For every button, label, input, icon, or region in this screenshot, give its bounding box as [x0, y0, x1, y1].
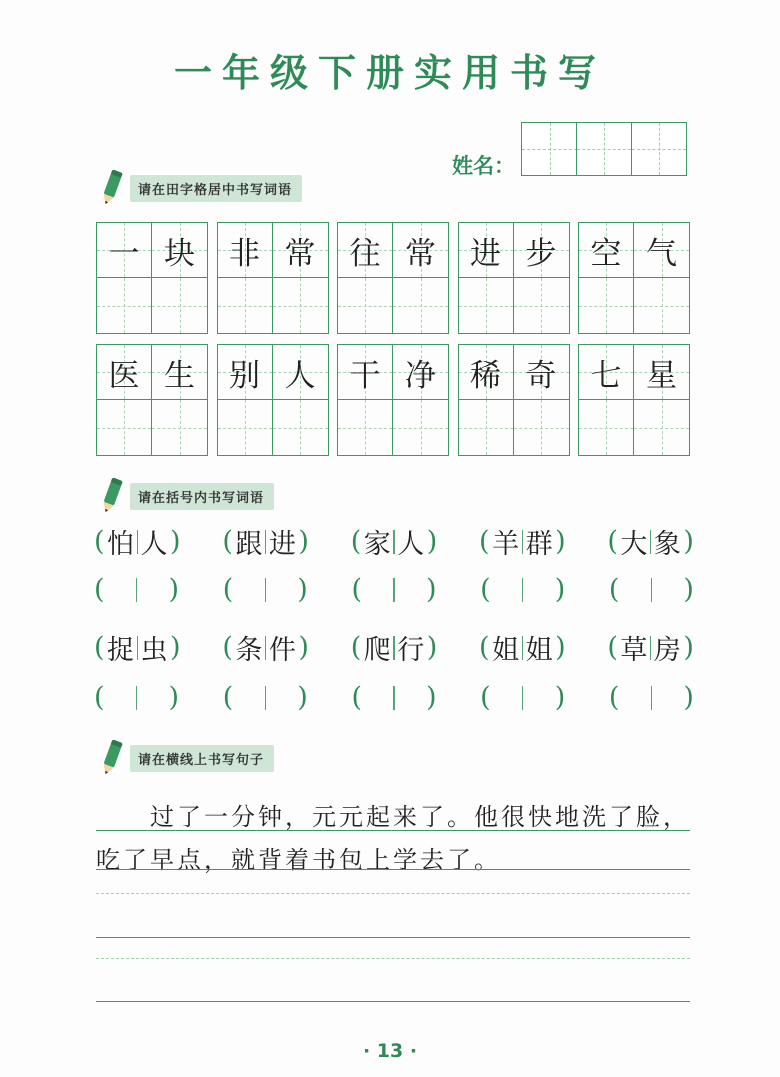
char-divider	[651, 578, 653, 602]
practice-cell[interactable]	[393, 278, 448, 333]
bracket-word	[479, 522, 566, 561]
open-paren: (	[480, 574, 491, 605]
open-paren: (	[351, 682, 362, 713]
practice-cell[interactable]	[273, 278, 328, 333]
word-box	[96, 222, 208, 334]
sentence-line-2: 吃了早点，就背着书包上学去了。	[96, 846, 501, 874]
pencil-icon	[98, 476, 124, 516]
open-paren: (	[608, 682, 620, 713]
practice-cell[interactable]	[273, 400, 328, 455]
bracket-blank[interactable]	[223, 682, 308, 713]
char-divider	[265, 636, 267, 660]
close-paren: )	[683, 632, 694, 663]
bracket-char: 行	[397, 635, 425, 666]
blank-answer-area[interactable]	[619, 578, 683, 602]
writing-line	[96, 830, 690, 831]
word-char: 别	[229, 357, 260, 394]
char-divider	[650, 636, 652, 660]
practice-cell[interactable]	[459, 400, 514, 455]
sentence-line-1: 过了一分钟，元元起来了。他很快地洗了脸，	[150, 803, 690, 831]
char-divider	[522, 530, 524, 554]
char-divider	[265, 686, 267, 710]
bracket-char: 进	[268, 529, 296, 560]
word-char: 空	[590, 235, 622, 272]
practice-cell[interactable]	[152, 400, 207, 455]
word-box	[578, 222, 690, 334]
open-paren: (	[222, 526, 233, 557]
word-char-cell	[338, 345, 393, 400]
bracket-char: 条	[235, 635, 263, 666]
blank-answer-area[interactable]	[105, 686, 169, 710]
word-char: 净	[405, 357, 436, 394]
word-char: 生	[164, 357, 195, 394]
section-header-3	[98, 738, 274, 778]
word-char-cell	[97, 345, 152, 400]
word-char: 医	[108, 357, 140, 394]
word-box	[217, 222, 329, 334]
close-paren: )	[426, 632, 438, 663]
word-grid-row-2	[96, 344, 690, 456]
close-paren: )	[555, 632, 566, 663]
open-paren: (	[480, 682, 491, 713]
bracket-char: 人	[397, 529, 425, 560]
writing-line[interactable]	[96, 1001, 690, 1002]
word-box	[337, 344, 449, 456]
word-box	[458, 222, 570, 334]
practice-cell[interactable]	[152, 278, 207, 333]
bracket-word	[94, 522, 181, 561]
close-paren: )	[426, 526, 438, 557]
word-char: 人	[284, 357, 316, 394]
word-char: 常	[405, 235, 436, 272]
open-paren: (	[607, 526, 618, 557]
blank-answer-area[interactable]	[233, 578, 297, 602]
practice-cell[interactable]	[579, 400, 634, 455]
word-char: 步	[525, 235, 557, 272]
bracket-blank[interactable]	[480, 574, 565, 605]
word-char: 块	[164, 235, 195, 272]
word-char-cell	[514, 345, 569, 400]
close-paren: )	[298, 526, 309, 557]
bracket-char: 象	[653, 529, 681, 560]
word-char-cell	[273, 345, 328, 400]
open-paren: (	[94, 574, 105, 605]
bracket-blank[interactable]	[94, 574, 179, 605]
word-grid-row-1	[96, 222, 690, 334]
word-box	[96, 344, 208, 456]
close-paren: )	[298, 632, 309, 663]
word-char-cell	[393, 345, 448, 400]
open-paren: (	[350, 632, 362, 663]
practice-cell[interactable]	[634, 400, 689, 455]
name-label: 姓名：	[452, 153, 515, 178]
bracket-word	[351, 628, 438, 667]
close-paren: )	[168, 682, 180, 713]
char-divider	[650, 530, 652, 554]
char-divider	[137, 530, 139, 554]
char-divider	[136, 578, 138, 602]
bracket-char: 家	[363, 529, 391, 560]
word-char: 星	[646, 357, 677, 394]
open-paren: (	[222, 632, 233, 663]
practice-cell[interactable]	[338, 278, 393, 333]
word-char-cell	[273, 223, 328, 278]
char-divider	[393, 636, 395, 660]
bracket-char: 跟	[235, 529, 263, 560]
word-box	[578, 344, 690, 456]
bracket-word-row-1	[94, 522, 694, 561]
bracket-blank[interactable]	[223, 574, 308, 605]
pencil-icon	[98, 168, 124, 208]
blank-answer-area[interactable]	[491, 578, 555, 602]
name-cell[interactable]	[521, 122, 577, 176]
bracket-char: 虫	[140, 635, 168, 666]
char-divider	[522, 686, 524, 710]
char-divider	[522, 578, 524, 602]
word-char: 进	[470, 235, 501, 272]
char-divider	[393, 578, 395, 602]
practice-cell[interactable]	[459, 278, 514, 333]
close-paren: )	[554, 574, 566, 605]
section-label: 请在括号内书写词语	[130, 483, 274, 510]
bracket-blank[interactable]	[351, 574, 436, 605]
word-char: 气	[646, 235, 677, 272]
word-box	[217, 344, 329, 456]
char-divider	[265, 530, 267, 554]
word-char: 稀	[470, 357, 501, 394]
section-header-2	[98, 476, 274, 516]
word-char: 七	[590, 357, 622, 394]
bracket-char: 大	[620, 529, 648, 560]
open-paren: (	[607, 632, 618, 663]
close-paren: )	[554, 682, 566, 713]
char-divider	[136, 686, 138, 710]
word-char-cell	[393, 223, 448, 278]
bracket-char: 姐	[492, 635, 520, 666]
bracket-word	[222, 522, 309, 561]
bracket-char: 件	[268, 635, 296, 666]
word-char-cell	[579, 223, 634, 278]
bracket-word	[607, 522, 694, 561]
close-paren: )	[555, 526, 566, 557]
open-paren: (	[94, 526, 105, 557]
bracket-char: 羊	[492, 529, 520, 560]
bracket-char: 群	[525, 529, 553, 560]
writing-line[interactable]	[96, 937, 690, 938]
writing-guide-line	[96, 893, 690, 894]
bracket-blank[interactable]	[94, 682, 179, 713]
word-char: 往	[349, 235, 381, 272]
section-label: 请在田字格居中书写词语	[130, 175, 302, 202]
open-paren: (	[222, 574, 234, 605]
open-paren: (	[350, 526, 362, 557]
close-paren: )	[297, 574, 308, 605]
word-char: 一	[108, 235, 140, 272]
bracket-char: 人	[140, 529, 168, 560]
close-paren: )	[683, 526, 694, 557]
word-char-cell	[459, 345, 514, 400]
bracket-word	[94, 628, 181, 667]
bracket-char: 怕	[107, 529, 135, 560]
pencil-icon	[98, 738, 124, 778]
bracket-blank[interactable]	[609, 574, 694, 605]
page-number: · 13 ·	[362, 1040, 418, 1062]
bracket-word	[479, 628, 566, 667]
open-paren: (	[94, 682, 105, 713]
bracket-blank-row-2	[94, 682, 694, 713]
bracket-blank[interactable]	[609, 682, 694, 713]
writing-line	[96, 869, 690, 870]
word-char-cell	[97, 223, 152, 278]
name-cell[interactable]	[576, 122, 632, 176]
close-paren: )	[170, 526, 181, 557]
bracket-word-row-2	[94, 628, 694, 667]
practice-cell[interactable]	[97, 400, 152, 455]
close-paren: )	[170, 632, 181, 663]
section-label: 请在横线上书写句子	[130, 745, 274, 772]
blank-answer-area[interactable]	[491, 686, 555, 710]
word-char-cell	[634, 345, 689, 400]
word-char-cell	[338, 223, 393, 278]
bracket-word	[607, 628, 694, 667]
blank-answer-area[interactable]	[105, 578, 169, 602]
practice-cell[interactable]	[218, 400, 273, 455]
open-paren: (	[608, 574, 620, 605]
open-paren: (	[479, 632, 490, 663]
word-char-cell	[152, 345, 207, 400]
word-char-cell	[579, 345, 634, 400]
bracket-char: 房	[653, 635, 681, 666]
bracket-blank[interactable]	[480, 682, 565, 713]
close-paren: )	[683, 682, 694, 713]
name-cell[interactable]	[631, 122, 687, 176]
open-paren: (	[94, 632, 105, 663]
bracket-char: 草	[620, 635, 648, 666]
section-header-1	[98, 168, 302, 208]
char-divider	[265, 578, 267, 602]
close-paren: )	[297, 682, 308, 713]
word-char-cell	[218, 223, 273, 278]
word-box	[458, 344, 570, 456]
bracket-char: 爬	[363, 635, 391, 666]
char-divider	[393, 530, 395, 554]
word-char: 奇	[525, 357, 557, 394]
blank-answer-area[interactable]	[362, 686, 426, 710]
close-paren: )	[683, 574, 694, 605]
practice-cell[interactable]	[514, 400, 569, 455]
word-char-cell	[459, 223, 514, 278]
char-divider	[137, 636, 139, 660]
name-input-grid[interactable]	[523, 122, 687, 176]
word-char: 非	[229, 235, 260, 272]
char-divider	[651, 686, 653, 710]
practice-cell[interactable]	[579, 278, 634, 333]
word-char-cell	[514, 223, 569, 278]
bracket-word	[351, 522, 438, 561]
blank-answer-area[interactable]	[233, 686, 297, 710]
blank-answer-area[interactable]	[362, 578, 426, 602]
char-divider	[393, 686, 395, 710]
open-paren: (	[351, 574, 362, 605]
bracket-blank-row-1	[94, 574, 694, 605]
word-char: 常	[284, 235, 316, 272]
open-paren: (	[222, 682, 234, 713]
practice-cell[interactable]	[634, 278, 689, 333]
practice-cell[interactable]	[97, 278, 152, 333]
practice-cell[interactable]	[338, 400, 393, 455]
practice-cell[interactable]	[218, 278, 273, 333]
bracket-char: 捉	[107, 635, 135, 666]
blank-answer-area[interactable]	[619, 686, 683, 710]
close-paren: )	[425, 574, 437, 605]
bracket-blank[interactable]	[351, 682, 436, 713]
word-box	[337, 222, 449, 334]
word-char-cell	[218, 345, 273, 400]
page-title: 一年级下册实用书写	[173, 51, 606, 95]
char-divider	[522, 636, 524, 660]
practice-cell[interactable]	[393, 400, 448, 455]
word-char-cell	[634, 223, 689, 278]
bracket-char: 姐	[525, 635, 553, 666]
writing-guide-line	[96, 958, 690, 959]
practice-cell[interactable]	[514, 278, 569, 333]
word-char-cell	[152, 223, 207, 278]
close-paren: )	[168, 574, 180, 605]
bracket-word	[222, 628, 309, 667]
open-paren: (	[479, 526, 490, 557]
word-char: 干	[349, 357, 381, 394]
close-paren: )	[425, 682, 437, 713]
